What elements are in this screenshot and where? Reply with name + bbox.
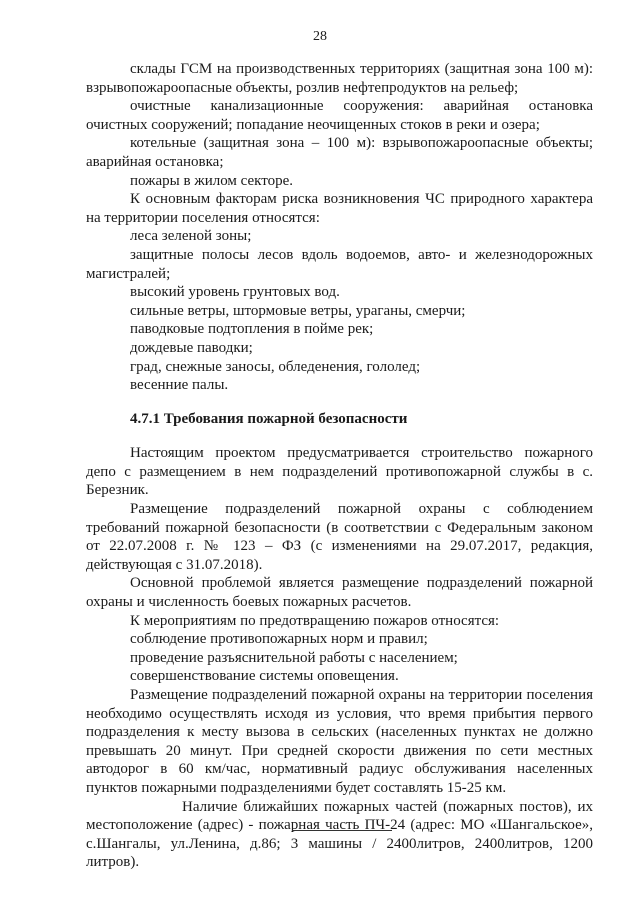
paragraph: котельные (защитная зона – 100 м): взрывопожароопасные объекты; аварийная остановка; [86,135,593,170]
list-item: леса зеленой зоны; [130,228,252,245]
paragraph: Размещение подразделений пожарной охраны на территории поселения необходимо осуществлять исходя из условия, что время прибытия первого подразделения к месту вызова в сельских (населенных пунктах не должно превышать 20 минут. При средней скорости движения по сети местных автодорог в 60 км/час, нормативный радиус обслуживания населенных пунктов пожарными подразделениями будет составлять 15-25 км. [86,687,593,796]
footnote-divider [292,830,392,831]
paragraph: очистные канализационные сооружения: аварийная остановка очистных сооружений; попадание неочищенных стоков в реки и озера; [86,98,593,133]
paragraph: Основной проблемой является размещение подразделений пожарной охраны и численность боевых пожарных расчетов. [86,575,593,611]
list-item: высокий уровень грунтовых вод. [130,284,340,301]
paragraph: Настоящим проектом предусматривается строительство пожарного депо с размещением в нем подразделений противопожарной службы в с. Березник. [86,445,593,499]
paragraph: К мероприятиям по предотвращению пожаров относятся: [130,612,500,629]
section-heading: 4.7.1 Требования пожарной безопасности [130,410,408,427]
paragraph: Наличие ближайших пожарных частей (пожарных постов), их местоположение (адрес) - пожарная часть ПЧ-24 (адрес: МО «Шангальское», с.Шангалы, ул.Ленина, д.86; 3 машины / 2400литров, 2400литров, 1200 литров). [86,798,593,871]
list-item: дождевые паводки; [130,339,253,356]
list-item: защитные полосы лесов вдоль водоемов, авто- и железнодорожных магистралей; [86,246,593,282]
list-item: сильные ветры, штормовые ветры, ураганы, смерчи; [130,302,466,319]
paragraph: пожары в жилом секторе. [130,172,294,189]
list-item: проведение разъяснительной работы с населением; [130,649,458,666]
list-item: соблюдение противопожарных норм и правил; [130,631,428,648]
paragraph: Размещение подразделений пожарной охраны с соблюдением требований пожарной безопасности (в соответствии с Федеральным законом от 22.07.2008 г. № 123 – ФЗ (с изменениями на 29.07.2017, редакция, действующая с 31.07.2018). [86,501,593,573]
list-item: паводковые подтопления в пойме рек; [130,321,374,338]
list-item: совершенствование системы оповещения. [130,668,399,685]
list-item: град, снежные заносы, обледенения, гололед; [130,358,421,375]
paragraph: склады ГСМ на производственных территориях (защитная зона 100 м): взрывопожароопасные объекты, розлив нефтепродуктов на рельеф; [86,61,593,96]
list-item: весенние палы. [130,377,229,394]
paragraph: К основным факторам риска возникновения ЧС природного характера на территории поселения относятся: [86,191,593,226]
page-number: 28 [313,29,327,44]
document-body [86,60,593,872]
